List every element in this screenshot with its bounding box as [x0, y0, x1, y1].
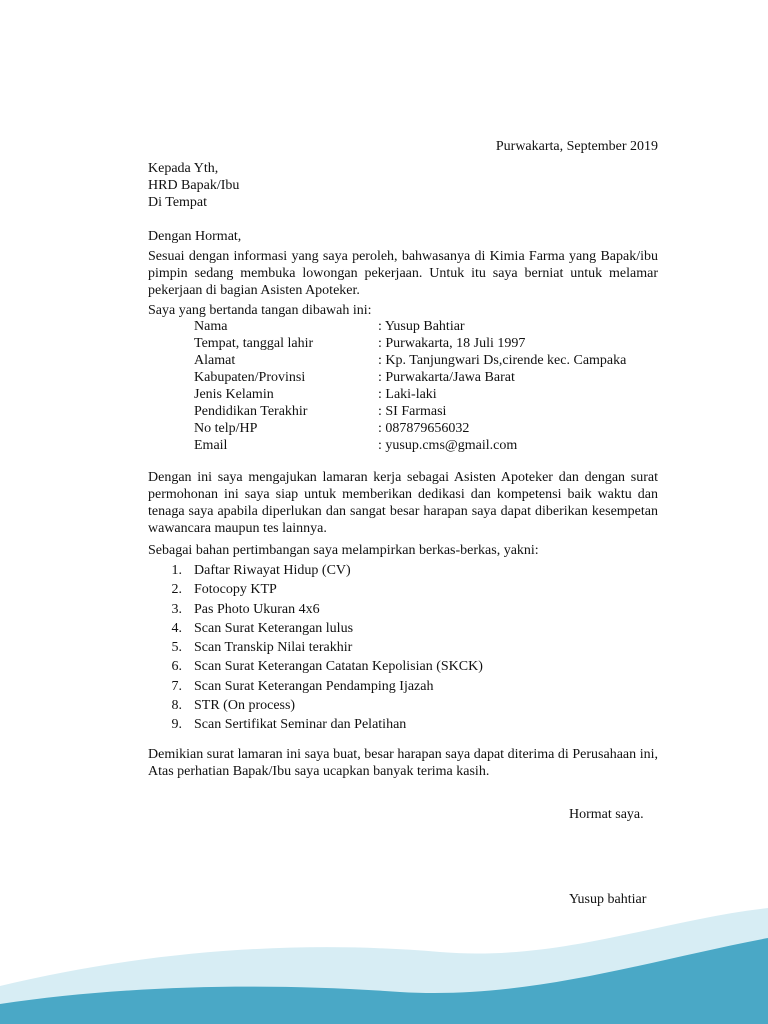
- list-number: 3.: [171, 601, 182, 617]
- attachments-intro: Sebagai bahan pertimbangan saya melampirkan berkas-berkas, yakni:: [148, 543, 539, 558]
- list-item: [148, 580, 483, 599]
- list-item: [148, 677, 483, 696]
- list-number: 8.: [171, 698, 182, 714]
- list-text: Daftar Riwayat Hidup (CV): [194, 563, 351, 578]
- personal-value: : 087879656032: [378, 421, 470, 436]
- list-text: STR (On process): [194, 698, 296, 714]
- personal-value: : Purwakarta, 18 Juli 1997: [378, 336, 526, 351]
- personal-label: Nama: [194, 319, 228, 334]
- personal-row: [194, 369, 626, 386]
- list-number: 4.: [171, 620, 182, 636]
- personal-label: Pendidikan Terakhir: [194, 404, 308, 419]
- list-text: Scan Surat Keterangan lulus: [194, 620, 354, 636]
- letter-date: Purwakarta, September 2019: [495, 139, 658, 154]
- personal-value: : yusup.cms@gmail.com: [378, 438, 518, 453]
- list-text: Pas Photo Ukuran 4x6: [194, 601, 320, 617]
- recipient-block: [148, 160, 239, 211]
- personal-value: : Purwakarta/Jawa Barat: [378, 370, 515, 385]
- list-item: [148, 619, 483, 638]
- personal-row: [194, 352, 626, 369]
- list-text: Scan Surat Keterangan Catatan Kepolisian (SKCK): [194, 659, 483, 675]
- list-number: 9.: [171, 717, 182, 733]
- personal-row: [194, 420, 626, 437]
- personal-label: Alamat: [194, 353, 236, 368]
- personal-value: : Kp. Tanjungwari Ds,cirende kec. Campaka: [378, 353, 627, 368]
- personal-value: : SI Farmasi: [378, 404, 447, 419]
- list-item: [148, 600, 483, 619]
- opening-paragraph: Sesuai dengan informasi yang saya peroleh, bahwasanya di Kimia Farma yang Bapak/ibu pimpin sedang membuka lowongan pekerjaan. Untuk itu saya berniat untuk melamar pekerjaan di bagian Asisten Apoteker.: [148, 249, 658, 298]
- personal-label: Kabupaten/Provinsi: [194, 370, 306, 385]
- personal-value: : Yusup Bahtiar: [378, 319, 465, 334]
- list-number: 1.: [171, 563, 182, 578]
- list-number: 2.: [171, 582, 182, 598]
- personal-label: Tempat, tanggal lahir: [194, 336, 314, 351]
- list-item: [148, 657, 483, 676]
- closing-salutation: Hormat saya.: [569, 807, 644, 822]
- list-item: [148, 638, 483, 657]
- personal-row: [194, 403, 626, 420]
- recipient-line-3: Di Tempat: [148, 195, 208, 210]
- list-text: Scan Surat Keterangan Pendamping Ijazah: [194, 678, 434, 694]
- application-paragraph: Dengan ini saya mengajukan lamaran kerja sebagai Asisten Apoteker dan dengan surat permohonan ini saya siap untuk memberikan dedikasi dan kompetensi baik waktu dan tenaga saya apabila diperlukan dan sangat besar harapan saya dapat diberikan kesempetan wawancara maupun tes lainnya.: [148, 470, 658, 536]
- personal-value: : Laki-laki: [378, 387, 437, 402]
- list-item: [148, 696, 483, 715]
- signature-name: Yusup bahtiar: [569, 892, 647, 907]
- personal-row: [194, 318, 626, 335]
- list-number: 6.: [171, 659, 182, 675]
- personal-row: [194, 386, 626, 403]
- personal-label: Jenis Kelamin: [194, 387, 274, 402]
- list-text: Scan Transkip Nilai terakhir: [194, 640, 353, 656]
- list-number: 5.: [171, 640, 182, 656]
- personal-label: Email: [194, 438, 228, 453]
- recipient-line-1: Kepada Yth,: [148, 161, 219, 176]
- list-number: 7.: [171, 678, 182, 694]
- list-text: Scan Sertifikat Seminar dan Pelatihan: [194, 717, 407, 733]
- personal-label: No telp/HP: [194, 421, 258, 436]
- personal-data-table: [194, 318, 626, 454]
- recipient-line-2: HRD Bapak/Ibu: [148, 178, 240, 193]
- list-item: [148, 561, 483, 580]
- list-item: [148, 715, 483, 734]
- personal-row: [194, 335, 626, 352]
- attachments-list: [148, 561, 483, 735]
- decorative-wave: [0, 900, 768, 1024]
- closing-paragraph: Demikian surat lamaran ini saya buat, besar harapan saya dapat diterima di Perusahaan ini, Atas perhatian Bapak/Ibu saya ucapkan banyak terima kasih.: [148, 747, 658, 779]
- list-text: Fotocopy KTP: [194, 582, 277, 598]
- personal-intro: Saya yang bertanda tangan dibawah ini:: [148, 303, 372, 318]
- personal-row: [194, 437, 626, 454]
- greeting: Dengan Hormat,: [148, 229, 242, 244]
